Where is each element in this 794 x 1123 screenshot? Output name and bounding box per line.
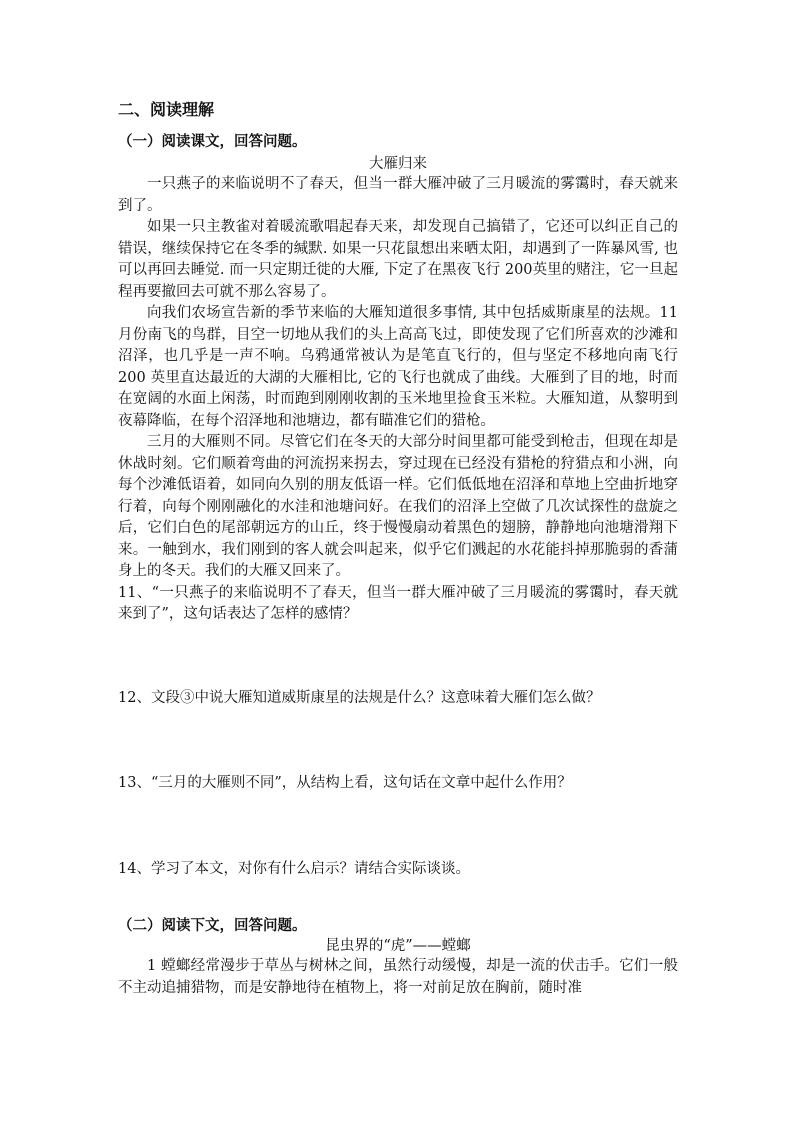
question-14: 14、学习了本文，对你有什么启示？请结合实际谈谈。: [118, 860, 470, 877]
part1-heading: （一）阅读课文，回答问题。: [118, 133, 307, 150]
part2-paragraph-1: 1 螳螂经常漫步于草丛与树林之间，虽然行动缓慢，却是一流的伏击手。它们一般不主动追捕猎物，而是安静地待在植物上，将一对前足放在胸前，随时准: [118, 958, 678, 996]
section-title: 二、阅读理解: [118, 100, 215, 119]
part1-article-title: 大雁归来: [369, 156, 427, 172]
question-13: 13、“三月的大雁则不同”，从结构上看，这句话在文章中起什么作用？: [118, 775, 572, 791]
part1-paragraph-1: 一只燕子的来临说明不了春天，但当一群大雁冲破了三月暖流的雾霭时，春天就来到了。: [118, 176, 678, 214]
part1-paragraph-2: 如果一只主教雀对着暖流歌唱起春天来，却发现自己搞错了，它还可以纠正自己的错误，继续保持它在冬季的缄默. 如果一只花鼠想出来晒太阳，却遇到了一阵暴风雪, 也可以再回去睡觉. 而一只定期迁徙的大雁, 下定了在黑夜飞行 200英里的赌注，它一旦起程再要撤回去可就不那么容易了。: [118, 219, 678, 300]
document-page: [118, 100, 678, 999]
part1-paragraph-4: 三月的大雁则不同。尽管它们在冬天的大部分时间里都可能受到枪击，但现在却是休战时刻。它们顺着弯曲的河流拐来拐去，穿过现在已经没有猎枪的狩猎点和小洲，向每个沙滩低语着，如同向久别的朋友低语一样。它们低低地在沼泽和草地上空曲折地穿行着，向每个刚刚融化的水洼和池塘问好。在我们的沼泽上空做了几次试探性的盘旋之后，它们白色的尾部朝远方的山丘，终于慢慢扇动着黑色的翅膀，静静地向池塘滑翔下来。一触到水，我们刚到的客人就会叫起来，似乎它们溅起的水花能抖掉那脆弱的香蒲身上的冬天。我们的大雁又回来了。: [118, 434, 678, 579]
part1-paragraph-3: 向我们农场宣告新的季节来临的大雁知道很多事情, 其中包括威斯康星的法规。11 月份南飞的鸟群，目空一切地从我们的头上高高飞过，即使发现了它们所喜欢的沙滩和沼泽，也几乎是一声不响。乌鸦通常被认为是笔直飞行的，但与坚定不移地向南飞行 200 英里直达最近的大湖的大雁相比, 它的飞行也就成了曲线。大雁到了目的地，时而在宽阔的水面上闲荡，时而跑到刚刚收割的玉米地里捡食玉米粒。大雁知道，从黎明到夜幕降临，在每个沼泽地和池塘边，都有瞄准它们的猎枪。: [118, 305, 678, 429]
question-12: 12、文段③中说大雁知道威斯康星的法规是什么？这意味着大雁们怎么做？: [118, 689, 601, 706]
part2-article-title: 昆虫界的“虎”——螳螂: [325, 938, 471, 954]
part2-heading: （二）阅读下文，回答问题。: [118, 917, 307, 934]
question-11: 11、“一只燕子的来临说明不了春天，但当一群大雁冲破了三月暖流的雾霭时，春天就来到了”，这句话表达了怎样的感情？: [118, 584, 678, 622]
